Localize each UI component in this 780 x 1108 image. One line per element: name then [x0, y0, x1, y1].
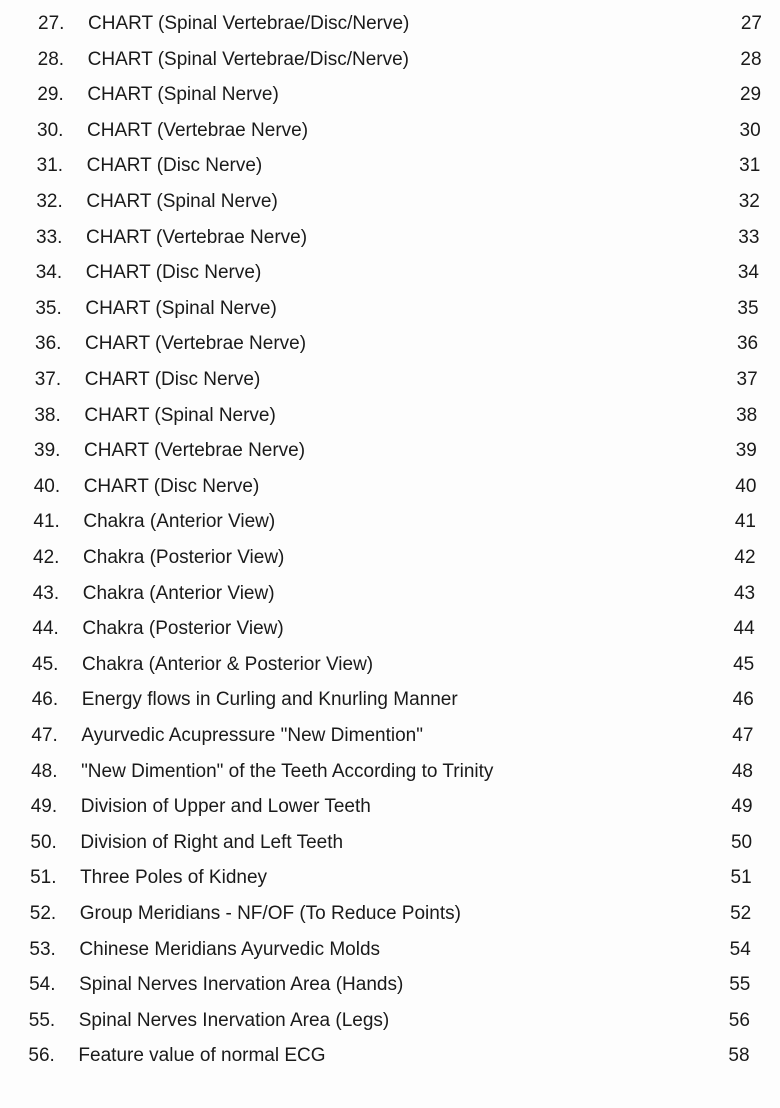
toc-entry — [36, 223, 759, 253]
entry-title: Energy flows in Curling and Knurling Manner — [81, 689, 458, 711]
entry-page: 27 — [740, 13, 762, 34]
entry-title: CHART (Spinal Nerve) — [87, 84, 279, 106]
entry-page: 56 — [728, 1009, 750, 1031]
entry-number: 47. — [31, 725, 58, 746]
entry-title: Group Meridians - NF/OF (To Reduce Points) — [79, 903, 461, 924]
entry-page: 48 — [731, 760, 753, 782]
toc-entry — [33, 543, 756, 573]
entry-page: 42 — [734, 547, 756, 568]
entry-page: 47 — [732, 725, 754, 746]
toc-entry — [31, 721, 753, 751]
toc-entry — [28, 1041, 749, 1071]
entry-page: 52 — [730, 903, 752, 924]
toc-entry — [30, 863, 752, 893]
entry-title: CHART (Vertebrae Nerve) — [84, 440, 306, 462]
toc-entry — [29, 970, 750, 1000]
entry-page: 28 — [740, 48, 762, 70]
toc-entry — [35, 294, 758, 324]
entry-number: 46. — [31, 689, 59, 711]
toc-entry — [34, 436, 757, 466]
toc-entry — [35, 329, 758, 359]
toc-entry — [37, 116, 761, 146]
entry-title: Three Poles of Kidney — [80, 867, 268, 889]
entry-title: "New Dimention" of the Teeth According to Trinity — [81, 760, 494, 782]
entry-page: 35 — [737, 297, 759, 319]
entry-page: 36 — [736, 333, 759, 355]
entry-page: 43 — [733, 582, 756, 604]
entry-number: 52. — [29, 903, 57, 924]
entry-number: 56. — [28, 1045, 55, 1067]
entry-page: 54 — [729, 938, 751, 960]
entry-page: 50 — [730, 831, 753, 853]
entry-number: 31. — [36, 155, 64, 177]
entry-title: Spinal Nerves Inervation Area (Legs) — [78, 1009, 390, 1031]
entry-title: Ayurvedic Acupressure "New Dimention" — [81, 725, 423, 746]
entry-page: 32 — [738, 191, 760, 212]
toc-entry — [32, 685, 754, 715]
entry-page: 41 — [734, 511, 756, 533]
entry-number: 34. — [35, 262, 63, 284]
entry-title: Division of Upper and Lower Teeth — [80, 796, 371, 818]
entry-title: Chinese Meridians Ayurvedic Molds — [79, 938, 381, 960]
entry-page: 44 — [733, 618, 755, 640]
entry-number: 33. — [36, 226, 63, 248]
entry-page: 37 — [736, 369, 758, 390]
entry-title: Chakra (Posterior View) — [83, 547, 285, 568]
entry-page: 38 — [736, 404, 758, 426]
entry-page: 49 — [731, 796, 753, 818]
toc-entry — [31, 757, 753, 787]
entry-title: Chakra (Posterior View) — [82, 618, 284, 640]
entry-page: 31 — [739, 155, 761, 177]
toc-entry — [34, 401, 757, 431]
entry-number: 28. — [37, 48, 65, 70]
entry-title: Chakra (Anterior View) — [83, 511, 276, 533]
entry-number: 45. — [32, 653, 59, 675]
toc-entry — [36, 187, 760, 217]
entry-number: 35. — [35, 297, 62, 319]
entry-page: 46 — [732, 689, 754, 711]
entry-page: 34 — [737, 262, 759, 284]
toc-entry — [38, 9, 762, 39]
entry-page: 29 — [739, 84, 762, 106]
entry-title: CHART (Disc Nerve) — [83, 475, 260, 497]
toc-entry — [29, 1006, 750, 1036]
entry-title: Spinal Nerves Inervation Area (Hands) — [79, 974, 404, 996]
entry-number: 27. — [38, 13, 65, 34]
entry-title: CHART (Vertebrae Nerve) — [87, 119, 309, 141]
entry-title: CHART (Spinal Vertebrae/Disc/Nerve) — [88, 13, 410, 34]
entry-number: 55. — [28, 1009, 56, 1031]
toc-entry — [32, 650, 754, 680]
toc-entry — [37, 80, 761, 110]
toc-entry — [31, 792, 753, 822]
entry-number: 44. — [32, 618, 59, 640]
entry-number: 50. — [30, 831, 57, 853]
entry-title: CHART (Spinal Nerve) — [86, 191, 278, 212]
entry-page: 33 — [738, 226, 760, 248]
entry-title: Chakra (Anterior & Posterior View) — [82, 653, 374, 675]
entry-page: 55 — [729, 974, 751, 996]
entry-number: 41. — [33, 511, 60, 533]
entry-number: 38. — [34, 404, 61, 426]
entry-title: CHART (Spinal Nerve) — [85, 297, 277, 319]
entry-number: 42. — [33, 547, 60, 568]
entry-number: 30. — [37, 119, 64, 141]
entry-page: 58 — [728, 1045, 750, 1067]
entry-title: Chakra (Anterior View) — [82, 582, 275, 604]
toc-entry — [37, 151, 761, 181]
toc-entry — [35, 365, 758, 395]
entry-title: CHART (Disc Nerve) — [85, 262, 262, 284]
toc-entry — [38, 45, 762, 75]
toc-entry — [30, 828, 752, 858]
entry-number: 32. — [36, 191, 63, 212]
entry-title: CHART (Vertebrae Nerve) — [85, 333, 307, 355]
entry-title: Feature value of normal ECG — [78, 1045, 326, 1067]
entry-title: CHART (Spinal Vertebrae/Disc/Nerve) — [87, 48, 410, 70]
entry-number: 54. — [29, 974, 56, 996]
toc-entry — [29, 935, 750, 965]
entry-number: 37. — [34, 369, 62, 390]
entry-number: 48. — [31, 760, 58, 782]
toc-entry — [36, 258, 759, 288]
entry-number: 49. — [30, 796, 58, 818]
entry-page: 30 — [739, 119, 761, 141]
entry-page: 40 — [735, 475, 757, 497]
entry-title: CHART (Spinal Nerve) — [84, 404, 276, 426]
toc-entry — [32, 614, 754, 644]
entry-title: CHART (Disc Nerve) — [84, 369, 261, 390]
toc-entry — [33, 579, 755, 609]
toc-entry — [33, 507, 756, 537]
entry-page: 39 — [735, 440, 757, 462]
entry-title: CHART (Vertebrae Nerve) — [86, 226, 308, 248]
toc-entry — [30, 899, 752, 929]
entry-number: 40. — [33, 475, 61, 497]
entry-number: 36. — [35, 333, 62, 355]
entry-page: 51 — [730, 867, 752, 889]
toc-entry — [34, 472, 757, 502]
entry-title: Division of Right and Left Teeth — [80, 831, 344, 853]
entry-number: 43. — [32, 582, 60, 604]
entry-number: 51. — [30, 867, 57, 889]
entry-title: CHART (Disc Nerve) — [86, 155, 263, 177]
entry-number: 39. — [34, 440, 61, 462]
entry-number: 29. — [37, 84, 64, 106]
entry-number: 53. — [29, 938, 56, 960]
entry-page: 45 — [733, 653, 755, 675]
